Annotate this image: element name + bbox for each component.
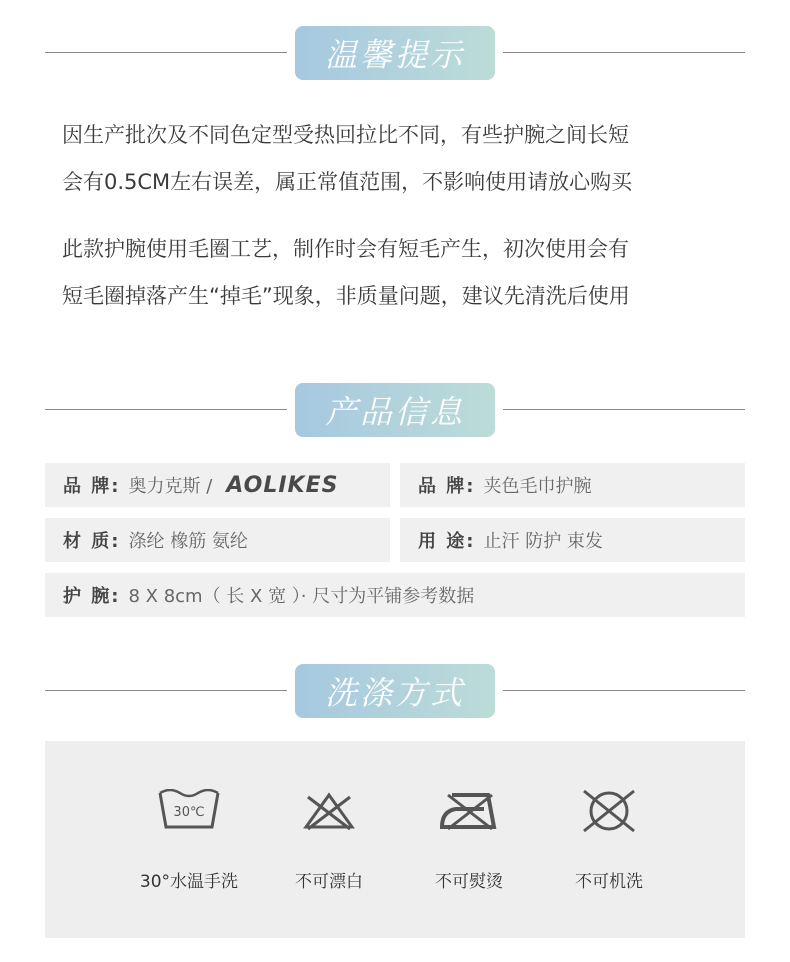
product-name-cell xyxy=(400,463,745,507)
washing-header xyxy=(45,664,745,718)
product-name-label: 品 牌: xyxy=(418,476,476,497)
divider-line xyxy=(45,52,287,53)
tips-header xyxy=(45,26,745,80)
hand-wash-30-icon xyxy=(158,789,220,833)
brand-label: 品 牌: xyxy=(63,476,121,497)
usage-label: 用 途: xyxy=(418,531,476,552)
tips-paragraph-2 xyxy=(62,226,742,320)
wash-item-no-iron xyxy=(399,789,539,892)
tips-text-line: 短毛圈掉落产生“掉毛”现象，非质量问题，建议先清洗后使用 xyxy=(62,284,630,308)
product-info-header xyxy=(45,383,745,437)
wash-label: 30°水温手洗 xyxy=(139,872,239,892)
product-info-title: 产品信息 xyxy=(295,383,495,437)
usage-cell xyxy=(400,518,745,562)
no-iron-icon xyxy=(438,789,500,833)
wash-label: 不可漂白 xyxy=(295,872,363,892)
tips-paragraph-1 xyxy=(62,112,742,206)
tips-text-line: 此款护腕使用毛圈工艺，制作时会有短毛产生，初次使用会有 xyxy=(62,237,629,261)
wash-item-no-machine-wash xyxy=(539,789,679,892)
size-cell xyxy=(45,573,745,617)
no-machine-wash-icon xyxy=(578,789,640,833)
wash-label: 不可机洗 xyxy=(575,872,643,892)
wash-label: 不可熨烫 xyxy=(435,872,503,892)
material-cell xyxy=(45,518,390,562)
wash-temp-text: 30℃ xyxy=(173,805,205,820)
divider-line xyxy=(503,52,745,53)
divider-line xyxy=(503,690,745,691)
washing-title: 洗涤方式 xyxy=(295,664,495,718)
brand-logo: AOLIKES xyxy=(226,472,339,498)
product-name-value: 夹色毛巾护腕 xyxy=(483,476,592,497)
size-label: 护 腕: xyxy=(63,586,121,607)
material-value: 涤纶 橡筋 氨纶 xyxy=(128,531,248,552)
wash-item-hand-wash xyxy=(119,789,259,892)
washing-panel xyxy=(45,741,745,938)
brand-value: 奥力克斯 / xyxy=(128,476,213,497)
no-bleach-icon xyxy=(298,789,360,833)
tips-text-line: 会有0.5CM左右误差，属正常值范围，不影响使用请放心购买 xyxy=(62,170,633,194)
wash-item-no-bleach xyxy=(259,789,399,892)
tips-title: 温馨提示 xyxy=(295,26,495,80)
tips-text-line: 因生产批次及不同色定型受热回拉比不同，有些护腕之间长短 xyxy=(62,123,629,147)
brand-cell xyxy=(45,463,390,507)
usage-value: 止汗 防护 束发 xyxy=(483,531,603,552)
divider-line xyxy=(45,409,287,410)
size-value: 8 X 8cm（ 长 X 宽 ）· 尺寸为平铺参考数据 xyxy=(128,586,475,607)
material-label: 材 质: xyxy=(63,531,121,552)
divider-line xyxy=(503,409,745,410)
divider-line xyxy=(45,690,287,691)
